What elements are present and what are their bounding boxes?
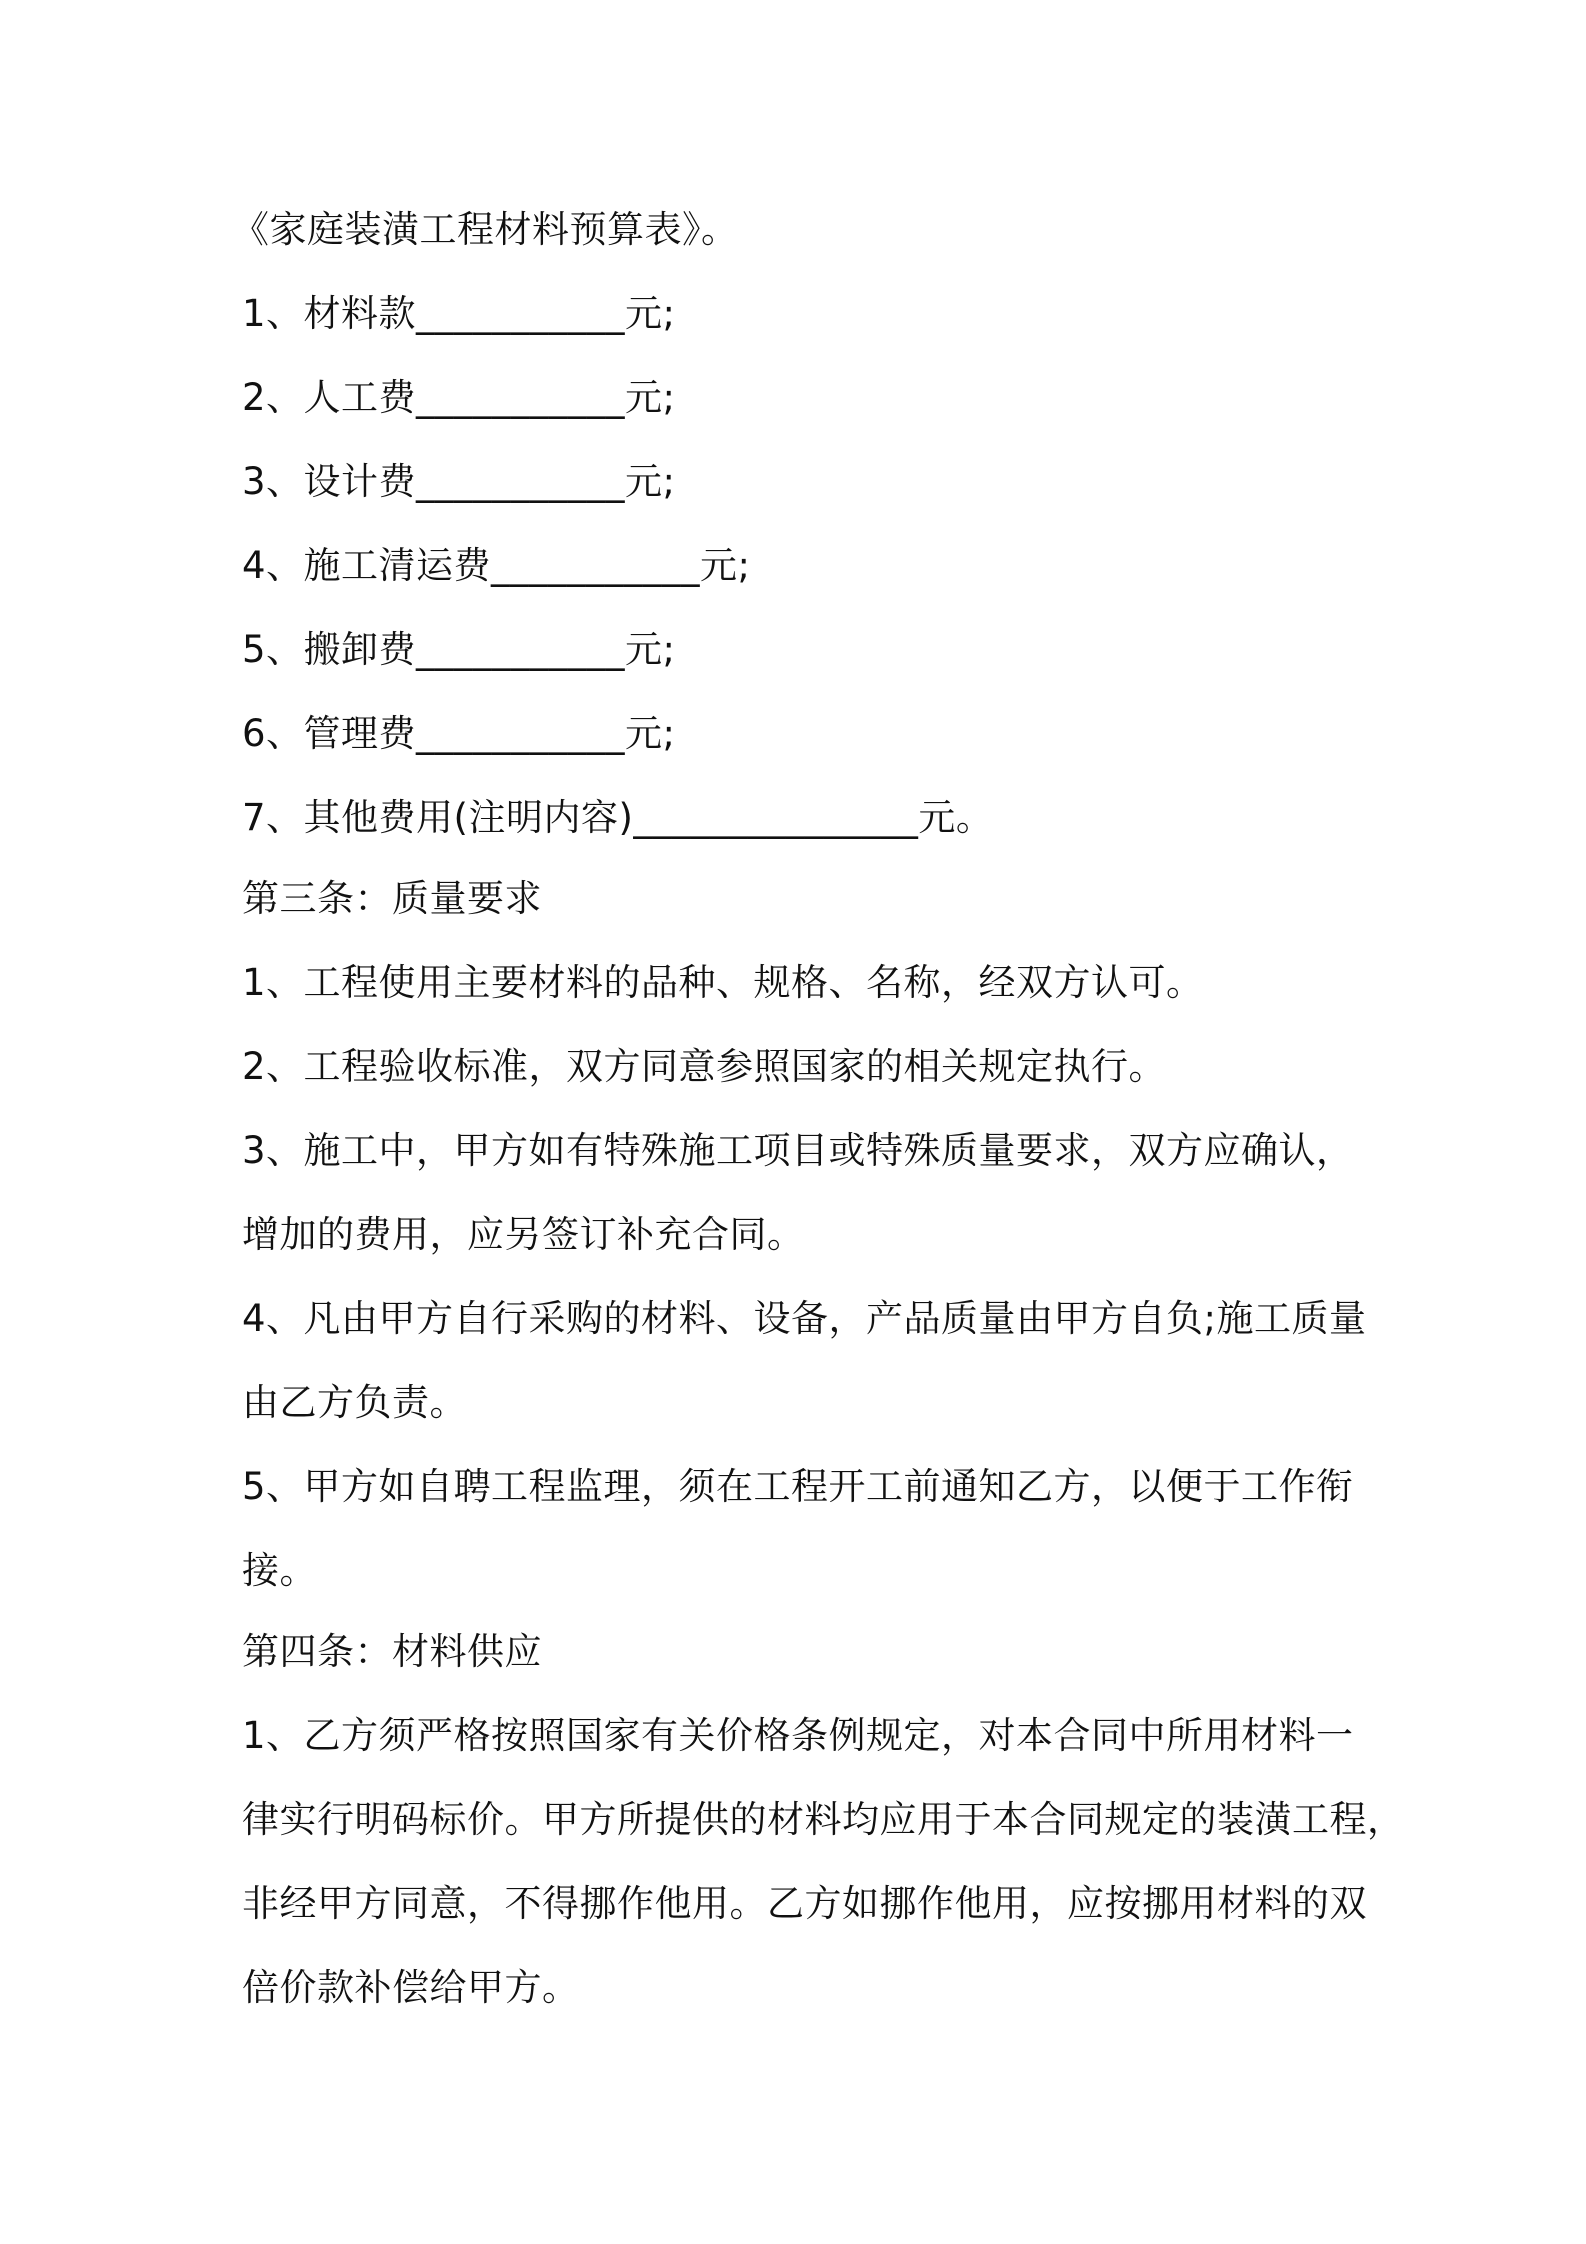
supply-clause-1-cont-a: 律实行明码标价。甲方所提供的材料均应用于本合同规定的装潢工程，: [242, 1798, 1405, 1841]
quality-clause-2: 2、工程验收标准，双方同意参照国家的相关规定执行。: [242, 1045, 1167, 1088]
quality-clause-5-cont: 接。: [242, 1549, 317, 1592]
item-material-cost: 1、材料款___________元;: [242, 292, 676, 335]
quality-clause-4-cont: 由乙方负责。: [242, 1381, 467, 1424]
budget-table-reference: 《家庭装潢工程材料预算表》。: [232, 208, 739, 251]
quality-clause-5: 5、甲方如自聘工程监理，须在工程开工前通知乙方，以便于工作衔: [242, 1465, 1354, 1508]
supply-clause-1-cont-c: 倍价款补偿给甲方。: [242, 1966, 580, 2009]
item-moving-fee: 5、搬卸费___________元;: [242, 628, 676, 671]
item-design-fee: 3、设计费___________元;: [242, 460, 676, 503]
section-heading-quality: 第三条：质量要求: [242, 877, 542, 920]
section-heading-material-supply: 第四条：材料供应: [242, 1630, 542, 1673]
quality-clause-3: 3、施工中，甲方如有特殊施工项目或特殊质量要求，双方应确认，: [242, 1129, 1354, 1172]
item-other-fees: 7、其他费用(注明内容)_______________元。: [242, 796, 994, 839]
item-cleanup-fee: 4、施工清运费___________元;: [242, 544, 751, 587]
supply-clause-1: 1、乙方须严格按照国家有关价格条例规定，对本合同中所用材料一: [242, 1714, 1354, 1757]
quality-clause-4: 4、凡由甲方自行采购的材料、设备，产品质量由甲方自负;施工质量: [242, 1297, 1367, 1340]
item-labor-cost: 2、人工费___________元;: [242, 376, 676, 419]
quality-clause-1: 1、工程使用主要材料的品种、规格、名称，经双方认可。: [242, 961, 1204, 1004]
quality-clause-3-cont: 增加的费用，应另签订补充合同。: [242, 1213, 805, 1256]
supply-clause-1-cont-b: 非经甲方同意，不得挪作他用。乙方如挪作他用，应按挪用材料的双: [242, 1882, 1367, 1925]
item-management-fee: 6、管理费___________元;: [242, 712, 676, 755]
